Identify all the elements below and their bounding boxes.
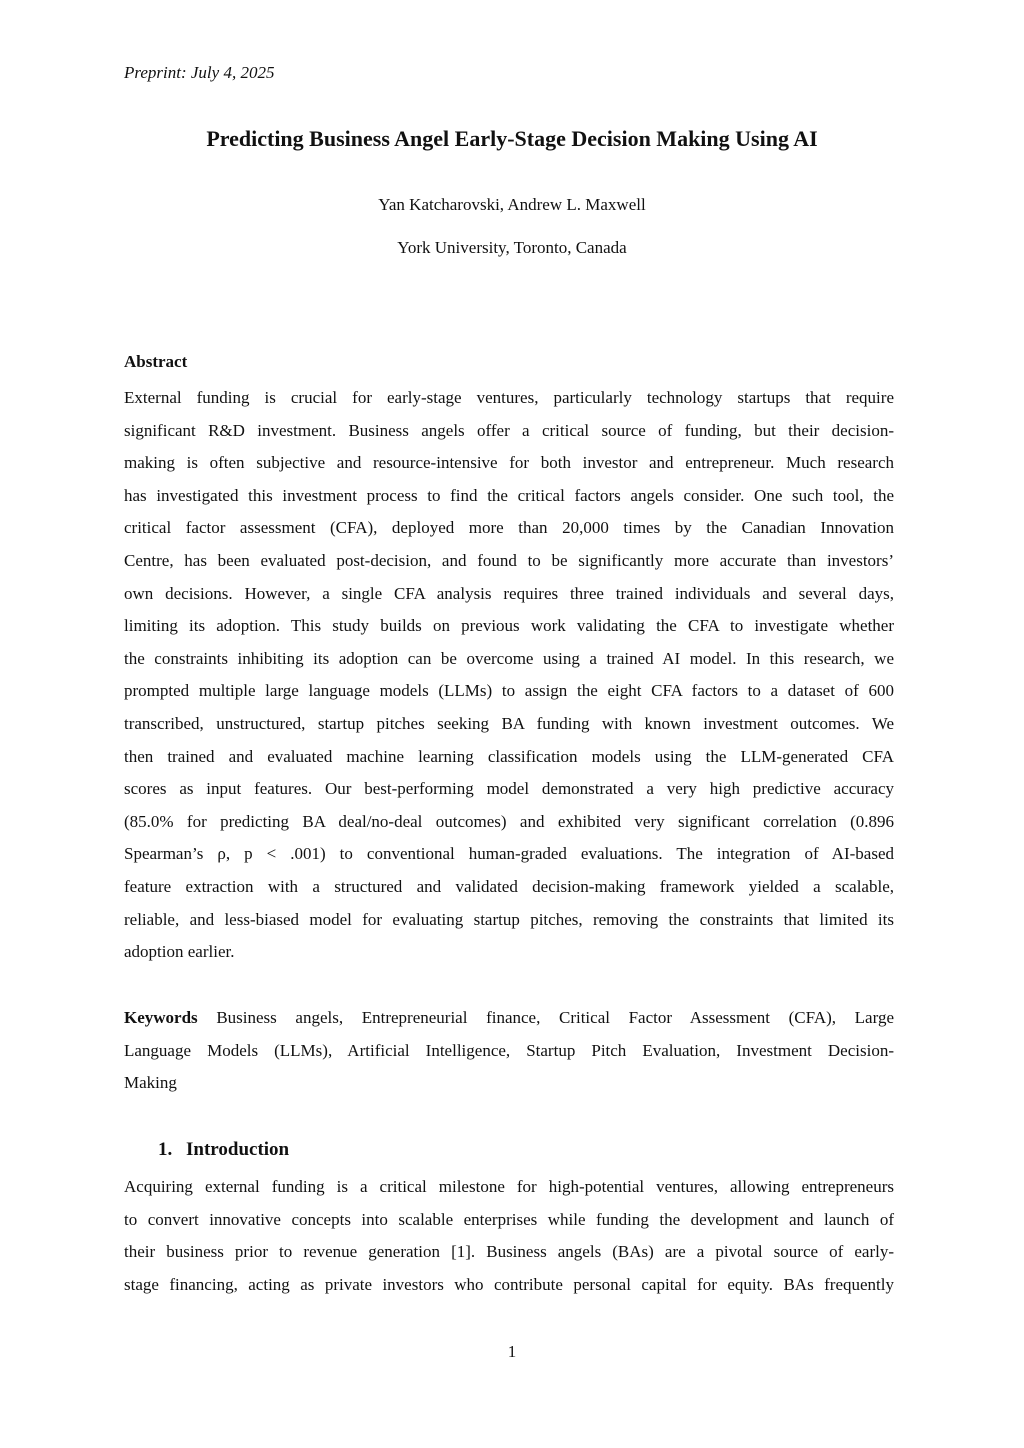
abstract-line: reliable, and less-biased model for evaluating startup pitches, removing the constraints that limited its: [124, 909, 894, 929]
introduction-line: to convert innovative concepts into scalable enterprises while funding the development and launch of: [124, 1209, 894, 1229]
abstract-line: limiting its adoption. This study builds on previous work validating the CFA to investigate whether: [124, 616, 894, 636]
section-title: Introduction: [186, 1139, 290, 1160]
abstract-body: [124, 382, 894, 969]
paper-title: Predicting Business Angel Early-Stage Decision Making Using AI: [206, 126, 818, 151]
section-number: 1.: [158, 1139, 173, 1160]
introduction-line: their business prior to revenue generation [1]. Business angels (BAs) are a pivotal source of early-: [124, 1242, 894, 1262]
keywords-line: Making: [124, 1073, 177, 1093]
keywords-text: Business angels, Entrepreneurial finance, Critical Factor Assessment (CFA), Large: [216, 1008, 894, 1027]
keywords-block: [124, 1002, 894, 1100]
keywords-line: Language Models (LLMs), Artificial Intelligence, Startup Pitch Evaluation, Investment Decision-: [124, 1040, 894, 1060]
abstract-line: scores as input features. Our best-performing model demonstrated a very high predictive accuracy: [124, 779, 894, 799]
author-affiliation: York University, Toronto, Canada: [397, 238, 627, 257]
abstract-line: prompted multiple large language models (LLMs) to assign the eight CFA factors to a dataset of 600: [124, 681, 894, 701]
preprint-date: Preprint: July 4, 2025: [124, 63, 275, 82]
abstract-line: Centre, has been evaluated post-decision, and found to be significantly more accurate than investors’: [124, 550, 894, 570]
abstract-line: then trained and evaluated machine learning classification models using the LLM-generated CFA: [124, 746, 894, 766]
abstract-heading: Abstract: [124, 352, 188, 371]
abstract-line: the constraints inhibiting its adoption can be overcome using a trained AI model. In this research, we: [124, 648, 894, 668]
abstract-line: has investigated this investment process to find the critical factors angels consider. One such tool, the: [124, 485, 894, 505]
introduction-body: [124, 1171, 894, 1301]
abstract-line: transcribed, unstructured, startup pitches seeking BA funding with known investment outcomes. We: [124, 713, 894, 733]
keywords-line: [124, 1002, 894, 1035]
abstract-line: feature extraction with a structured and validated decision-making framework yielded a scalable,: [124, 876, 894, 896]
abstract-line: significant R&D investment. Business angels offer a critical source of funding, but their decision-: [124, 420, 894, 440]
section-heading-introduction: [158, 1137, 289, 1163]
abstract-line: adoption earlier.: [124, 942, 235, 962]
abstract-line: Spearman’s ρ, p < .001) to conventional human-graded evaluations. The integration of AI-based: [124, 844, 894, 864]
page-number: 1: [507, 1342, 517, 1361]
introduction-line: stage financing, acting as private investors who contribute personal capital for equity. BAs frequently: [124, 1274, 894, 1294]
author-list: Yan Katcharovski, Andrew L. Maxwell: [378, 195, 646, 214]
introduction-line: Acquiring external funding is a critical milestone for high-potential ventures, allowing entrepreneurs: [124, 1177, 894, 1196]
abstract-line: (85.0% for predicting BA deal/no-deal outcomes) and exhibited very significant correlation (0.896: [124, 811, 894, 831]
abstract-line: making is often subjective and resource-intensive for both investor and entrepreneur. Much research: [124, 453, 894, 473]
keywords-label: Keywords: [124, 1008, 198, 1027]
abstract-line: critical factor assessment (CFA), deployed more than 20,000 times by the Canadian Innovation: [124, 518, 894, 538]
abstract-line: own decisions. However, a single CFA analysis requires three trained individuals and several days,: [124, 583, 894, 603]
abstract-line: External funding is crucial for early-stage ventures, particularly technology startups that require: [124, 388, 894, 407]
